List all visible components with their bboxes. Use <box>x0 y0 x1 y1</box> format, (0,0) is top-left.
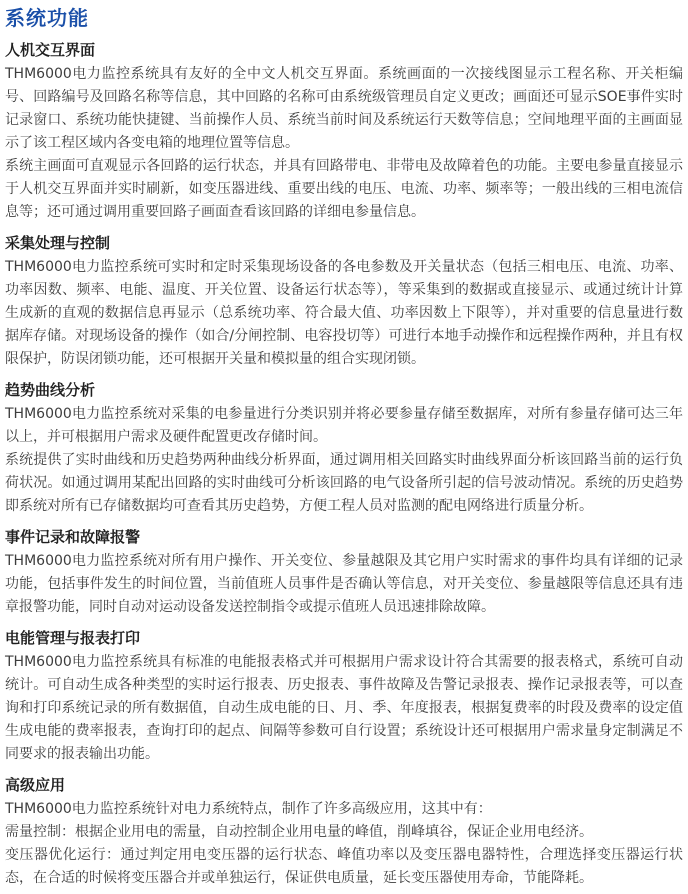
section-energy-report-printing <box>5 628 683 766</box>
section-heading: 事件记录和故障报警 <box>5 528 141 546</box>
paragraph: THM6000电力监控系统针对电力系统特点，制作了许多高级应用，这其中有： <box>5 801 492 817</box>
section-heading: 采集处理与控制 <box>5 234 111 252</box>
paragraph: THM6000电力监控系统对所有用户操作、开关变位、参量越限及其它用户实时需求的事件均具有详细的记录功能，包括事件发生的时间位置，当前值班人员事件是否确认等信息，对开关变位、参量越限等信息还具有违章报警功能，同时自动对运动设备发送控制指令或提示值班人员迅速排除故障。 <box>5 553 683 615</box>
paragraph: THM6000电力监控系统可实时和定时采集现场设备的各电参数及开关量状态（包括三相电压、电流、功率、功率因数、频率、电能、温度、开关位置、设备运行状态等），等采集到的数据或直接显示、或通过统计计算生成新的直观的数据信息再显示（总系统功率、符合最大值、功率因数上下限等），并对重要的信息量进行数据库存储。对现场设备的操作（如合/分闸控制、电容投切等）可进行本地手动操作和远程操作两种，并且有权限保护，防误闭锁功能，还可根据开关量和模拟量的组合实现闭锁。 <box>5 259 683 367</box>
paragraph: 变压器优化运行：通过判定用电变压器的运行状态、峰值功率以及变压器电器特性，合理选择变压器运行状态，在合适的时候将变压器合并或单独运行，保证供电质量，延长变压器使用寿命，节能降耗。 <box>5 847 683 886</box>
section-heading: 趋势曲线分析 <box>5 381 96 399</box>
section-heading: 高级应用 <box>5 776 66 794</box>
paragraph: 系统提供了实时曲线和历史趋势两种曲线分析界面，通过调用相关回路实时曲线界面分析该回路当前的运行负荷状况。如通过调用某配出回路的实时曲线可分析该回路的电气设备所引起的信号波动情况。系统的历史趋势即系统对所有已存储数据均可查看其历史趋势，方便工程人员对监测的配电网络进行质量分析。 <box>5 452 683 514</box>
page-title: 系统功能 <box>5 6 89 30</box>
section-advanced-applications <box>5 775 683 890</box>
document-page <box>5 5 683 890</box>
paragraph: 系统主画面可直观显示各回路的运行状态，并具有回路带电、非带电及故障着色的功能。主要电参量直接显示于人机交互界面并实时刷新，如变压器进线、重要出线的电压、电流、功率、频率等；一般出线的三相电流信息等；还可通过调用重要回路子画面查看该回路的详细电参量信息。 <box>5 158 683 220</box>
paragraph: THM6000电力监控系统具有标准的电能报表格式并可根据用户需求设计符合其需要的报表格式，系统可自动统计。可自动生成各种类型的实时运行报表、历史报表、事件故障及告警记录报表、操作记录报表等，可以查询和打印系统记录的所有数据值，自动生成电能的日、月、季、年度报表，根据复费率的时段及费率的设定值生成电能的费率报表，查询打印的起点、间隔等参数可自行设置；系统设计还可根据用户需求量身定制满足不同要求的报表输出功能。 <box>5 654 683 762</box>
section-hmi <box>5 40 683 224</box>
paragraph: THM6000电力监控系统对采集的电参量进行分类识别并将必要参量存储至数据库，对所有参量存储可达三年以上，并可根据用户需求及硬件配置更改存储时间。 <box>5 406 683 445</box>
paragraph: 需量控制：根据企业用电的需量，自动控制企业用电量的峰值，削峰填谷，保证企业用电经济。 <box>5 824 593 840</box>
section-heading: 人机交互界面 <box>5 41 96 59</box>
section-trend-curve-analysis <box>5 380 683 518</box>
section-heading: 电能管理与报表打印 <box>5 629 141 647</box>
section-acquisition-control <box>5 233 683 371</box>
section-event-record-alarm <box>5 527 683 619</box>
paragraph: THM6000电力监控系统具有友好的全中文人机交互界面。系统画面的一次接线图显示工程名称、开关柜编号、回路编号及回路名称等信息，其中回路的名称可由系统级管理员自定义更改；画面还可显示SOE事件实时记录窗口、系统功能快捷键、当前操作人员、系统当前时间及系统运行天数等信息；空间地理平面的主画面显示了该工程区域内各变电箱的地理位置等信息。 <box>5 66 683 151</box>
